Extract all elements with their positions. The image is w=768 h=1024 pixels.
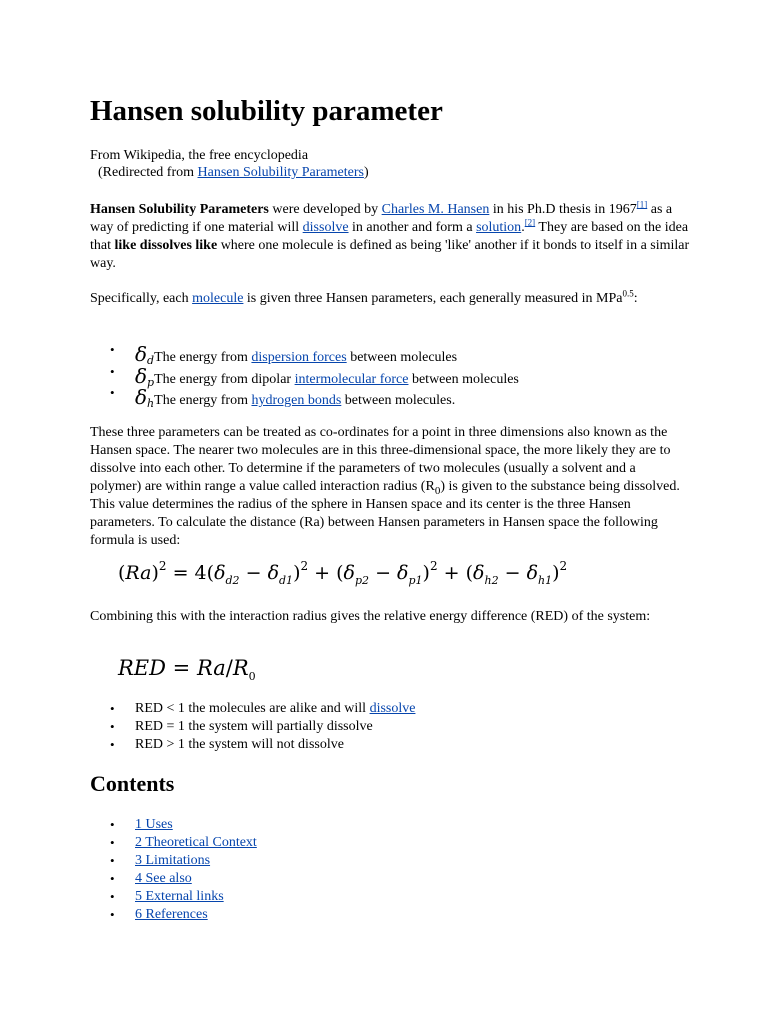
- dissolve-link[interactable]: dissolve: [302, 220, 349, 235]
- intro-paragraph: [90, 201, 690, 273]
- charles-hansen-link[interactable]: Charles M. Hansen: [381, 202, 490, 217]
- toc-link-theoretical-context[interactable]: 2 Theoretical Context: [135, 835, 257, 850]
- intro-text: as a way of predicting if one material will: [90, 202, 673, 235]
- toc-link-limitations[interactable]: 3 Limitations: [135, 853, 211, 868]
- parameter-list: [90, 342, 519, 410]
- site-tagline: From Wikipedia, the free encyclopedia: [90, 148, 309, 163]
- delta-subscript: h: [147, 397, 155, 410]
- intro-text: where one molecule is defined as being 'like' another if it bonds to itself in a similar way.: [90, 238, 690, 271]
- unit-exponent: 0.5: [622, 288, 634, 299]
- red-rule-text: RED < 1 the molecules are alike and will: [135, 701, 370, 716]
- delta-symbol: δ: [135, 364, 148, 388]
- toc-item: [90, 816, 257, 834]
- list-item: [90, 736, 415, 754]
- hansen-space-text: These three parameters can be treated as co-ordinates for a point in three dimensions also known as the Hansen space. The nearer two molecules are in this three-dimensional space, the more likely they are to dissolve into each other. To determine if the parameters of two molecules (usually a solvent and a polymer) are within range a value called interaction radius (R: [90, 425, 671, 494]
- toc-link-see-also[interactable]: 4 See also: [135, 871, 192, 886]
- red-rule-text: RED > 1 the system will not dissolve: [135, 737, 344, 752]
- reference-1-link[interactable]: [1]: [636, 199, 648, 210]
- toc-item: [90, 834, 257, 852]
- list-item: [90, 700, 415, 718]
- reference-2-link[interactable]: [2]: [524, 217, 536, 228]
- red-rule-text: RED = 1 the system will partially dissolve: [135, 719, 373, 734]
- table-of-contents: [90, 816, 257, 924]
- parameter-text: The energy from: [154, 350, 252, 365]
- redirect-notice: [98, 164, 369, 182]
- parameters-text: Specifically, each: [90, 291, 193, 306]
- toc-link-external-links[interactable]: 5 External links: [135, 889, 224, 904]
- hydrogen-bonds-link[interactable]: hydrogen bonds: [251, 393, 342, 408]
- dispersion-forces-link[interactable]: dispersion forces: [251, 350, 347, 365]
- r0-subscript: 0: [434, 484, 441, 497]
- intro-bold-term: Hansen Solubility Parameters: [90, 202, 269, 217]
- list-item: [90, 385, 519, 410]
- toc-item: [90, 870, 257, 888]
- red-rules-list: [90, 700, 415, 754]
- solution-link[interactable]: solution: [476, 220, 522, 235]
- parameters-paragraph: [90, 290, 690, 308]
- intro-bold-phrase: like dissolves like: [114, 238, 218, 253]
- delta-symbol: δ: [135, 342, 148, 366]
- redirect-prefix: (Redirected from: [98, 165, 198, 180]
- intro-text: in another and form a: [348, 220, 477, 235]
- toc-item: [90, 906, 257, 924]
- contents-heading: Contents: [90, 771, 175, 796]
- intermolecular-force-link[interactable]: intermolecular force: [294, 372, 409, 387]
- delta-subscript: d: [147, 354, 155, 367]
- combining-paragraph: Combining this with the interaction radius gives the relative energy difference (RED) of the system:: [90, 609, 651, 624]
- toc-link-references[interactable]: 6 References: [135, 907, 208, 922]
- parameter-text: between molecules: [408, 372, 519, 387]
- hansen-space-text: ) is given to the substance being dissolved. This value determines the radius of the sphere in Hansen space and its center is the three Hansen parameters. To calculate the distance (Ra) between Hansen parameters in Hansen space the following formula is used:: [90, 479, 680, 548]
- list-item: [90, 364, 519, 389]
- toc-item: [90, 888, 257, 906]
- ra-distance-formula: $(Ra)^2 = 4(\delta_{d2} - \delta_{d1})^2 + (\delta_{p2} - \delta_{p1})^2 + (\delta_{h2} - \delta_{h1})^2$: [118, 559, 568, 587]
- dissolve-link[interactable]: dissolve: [369, 701, 416, 716]
- parameter-text: between molecules.: [341, 393, 456, 408]
- list-item: [90, 342, 519, 367]
- delta-subscript: p: [147, 376, 155, 389]
- redirect-source-link[interactable]: Hansen Solubility Parameters: [197, 165, 364, 180]
- toc-item: [90, 852, 257, 870]
- page-title: Hansen solubility parameter: [90, 95, 443, 127]
- toc-link-uses[interactable]: 1 Uses: [135, 817, 173, 832]
- intro-text: .: [521, 220, 525, 235]
- parameters-text: is given three Hansen parameters, each generally measured in MPa: [243, 291, 623, 306]
- redirect-suffix: ): [363, 165, 369, 180]
- parameter-text: The energy from dipolar: [154, 372, 295, 387]
- delta-symbol: δ: [135, 385, 148, 409]
- molecule-link[interactable]: molecule: [192, 291, 244, 306]
- red-formula: RED = $Ra/R_0$: [118, 656, 256, 684]
- parameter-text: The energy from: [154, 393, 252, 408]
- intro-text: in his Ph.D thesis in 1967: [489, 202, 637, 217]
- parameters-text: :: [633, 291, 638, 306]
- intro-text: were developed by: [268, 202, 382, 217]
- intro-text: They are based on the idea that: [90, 220, 689, 253]
- list-item: [90, 718, 415, 736]
- parameter-text: between molecules: [346, 350, 458, 365]
- hansen-space-paragraph: [90, 424, 690, 550]
